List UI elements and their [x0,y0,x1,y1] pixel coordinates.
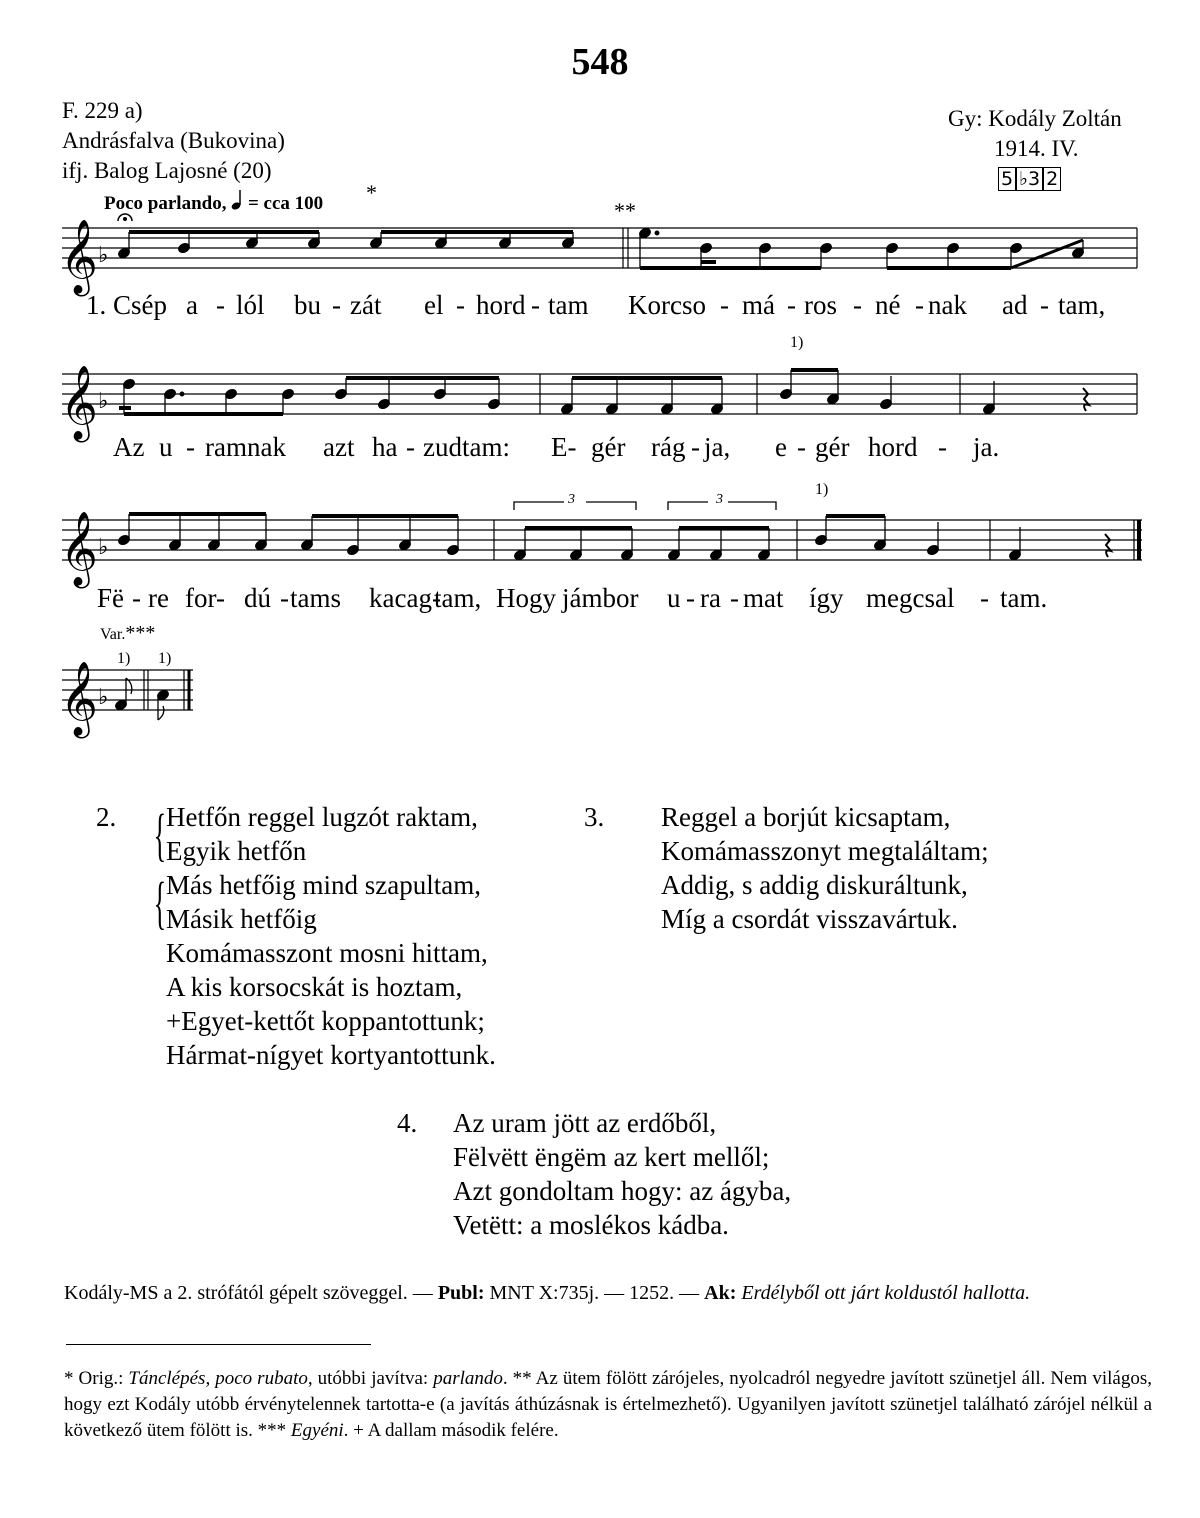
collector: Gy: Kodály Zoltán [948,106,1122,131]
stanza-line: +Egyet-kettőt koppantottunk; [166,1006,485,1036]
stanza-line: Addig, s addig diskuráltunk, [661,870,968,900]
notes-variant [114,678,169,720]
brace-icon: { [153,870,167,935]
source-note: Kodály-MS a 2. strófától gépelt szöveggel. — Publ: MNT X:735j. — 1252. — Ak: Erdélyből ott járt koldustól hallotta. [64,1282,1031,1304]
variant-label: Var.*** [100,622,156,644]
notes-staff-2 [119,370,1089,415]
footnote-mark: 1) [158,650,172,667]
notes-staff-3 [117,502,1111,561]
cadence-1: 5 [998,167,1016,191]
stanza-line: Az uram jött az erdőből, [453,1108,717,1138]
footnote-mark: 1) [117,650,131,667]
footnote-mark: 1) [815,481,829,498]
stanza-line: Másik hetfőig [166,904,317,934]
stanza-number: 4. [397,1108,418,1138]
treble-clef-icon: 𝄞 [60,366,98,440]
brace-icon: { [153,802,167,867]
tempo-text: Poco parlando, [104,193,227,214]
stanza-number: 2. [96,802,117,832]
flat-icon: ♭ [98,535,109,560]
stanza-line: Vetëtt: a moslékos kádba. [453,1210,729,1240]
triplet-label: 3 [716,492,723,507]
stanza-line: Más hetfőig mind szapultam, [166,870,481,900]
stanza-line: Fëlvëtt ëngëm az kert mellől; [453,1142,770,1172]
notes-staff-1 [117,214,1084,268]
collection-date: 1914. IV. [994,136,1079,161]
location: Andrásfalva (Bukovina) [62,128,285,153]
flat-icon: ♭ [98,389,109,414]
triplet-label: 3 [568,492,575,507]
stanza-line: Míg a csordát visszavártuk. [661,904,958,934]
stanza-line: Hetfőn reggel lugzót raktam, [166,802,478,832]
tempo-value: = cca 100 [247,193,324,214]
treble-clef-icon: 𝄞 [60,662,98,736]
quarter-rest-icon [1105,534,1111,557]
cadence-2: ♭3 [1016,167,1043,191]
stanza-line: Hármat-nígyet kortyantottunk. [166,1040,496,1070]
stanza-line: Egyik hetfőn [166,836,307,866]
stanza-line: Reggel a borjút kicsaptam, [661,802,951,832]
stanza-line: A kis korsocskát is hoztam, [166,972,463,1002]
cadence-3: 2 [1043,167,1061,191]
footnotes: * Orig.: Tánclépés, poco rubato, utóbbi javítva: parlando. ** Az ütem fölött zárójeles, nyolcadról negyedre javított szünetjel áll. Nem világos, hogy ezt Kodály utóbb érvénytelennek tartotta-e (a javítás áthúzásnak is értelmezhető). Ugyanilyen javított szünetjel található zárójel nélkül a következő ütem fölött is. *** Egyéni. + A dallam második felére. [64,1368,1152,1441]
stanza-line: Komámasszonyt megtaláltam; [661,836,989,866]
stanza-line: Azt gondoltam hogy: az ágyba, [453,1176,792,1206]
catalog-number: F. 229 a) [62,98,143,123]
flat-icon: ♭ [98,243,109,268]
footnote-mark: 1) [790,334,804,351]
treble-clef-icon: 𝄞 [60,220,98,294]
page-number: 548 [571,41,629,83]
singer: ifj. Balog Lajosné (20) [62,158,272,183]
flat-icon: ♭ [98,685,109,710]
stanza-number: 3. [584,802,605,832]
double-star-mark: ** [614,198,636,223]
stanza-line: Komámasszont mosni hittam, [166,938,488,968]
footnote-divider [66,1344,371,1345]
quarter-rest-icon [1083,388,1089,411]
treble-clef-icon: 𝄞 [60,512,98,586]
tempo-footnote-star: * [366,180,377,205]
